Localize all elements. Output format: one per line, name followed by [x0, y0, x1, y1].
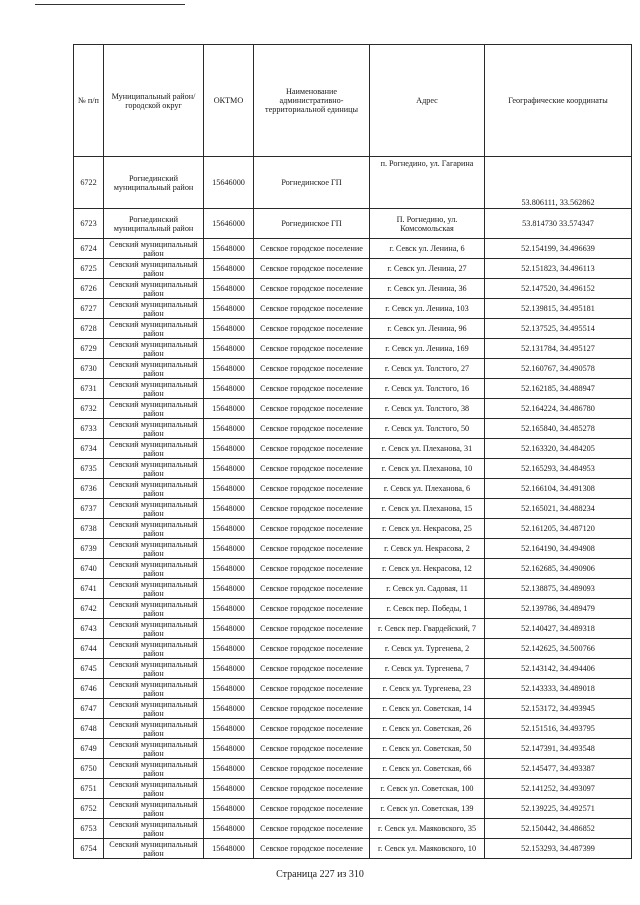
cell-oktmo: 15648000: [204, 819, 254, 839]
cell-address: г. Севск ул. Некрасова, 12: [370, 559, 485, 579]
cell-address: г. Севск ул. Толстого, 16: [370, 379, 485, 399]
table-row: [74, 279, 632, 299]
cell-oktmo: 15648000: [204, 379, 254, 399]
table-row: [74, 619, 632, 639]
cell-oktmo: 15648000: [204, 699, 254, 719]
cell-oktmo: 15648000: [204, 459, 254, 479]
cell-oktmo: 15648000: [204, 839, 254, 859]
cell-unit: Севское городское поселение: [254, 819, 370, 839]
cell-num: 6746: [74, 679, 104, 699]
table-row: [74, 819, 632, 839]
cell-oktmo: 15648000: [204, 799, 254, 819]
cell-num: 6747: [74, 699, 104, 719]
cell-oktmo: 15648000: [204, 679, 254, 699]
table-row: [74, 379, 632, 399]
cell-num: 6740: [74, 559, 104, 579]
cell-district: Севский муниципальный район: [104, 459, 204, 479]
cell-district: Севский муниципальный район: [104, 519, 204, 539]
table-row: [74, 419, 632, 439]
cell-district: Севский муниципальный район: [104, 699, 204, 719]
cell-address: г. Севск ул. Некрасова, 2: [370, 539, 485, 559]
cell-unit: Севское городское поселение: [254, 259, 370, 279]
cell-num: 6733: [74, 419, 104, 439]
cell-num: 6750: [74, 759, 104, 779]
table-row: [74, 499, 632, 519]
table-row: [74, 679, 632, 699]
cell-unit: Севское городское поселение: [254, 239, 370, 259]
table-row: [74, 439, 632, 459]
cell-coords: 52.164190, 34.494908: [485, 539, 632, 559]
cell-oktmo: 15648000: [204, 719, 254, 739]
cell-oktmo: 15648000: [204, 739, 254, 759]
cell-district: Севский муниципальный район: [104, 479, 204, 499]
cell-coords: 52.163320, 34.484205: [485, 439, 632, 459]
cell-oktmo: 15648000: [204, 319, 254, 339]
cell-oktmo: 15648000: [204, 499, 254, 519]
table-row: [74, 739, 632, 759]
cell-district: Севский муниципальный район: [104, 259, 204, 279]
cell-address: г. Севск ул. Советская, 50: [370, 739, 485, 759]
cell-num: 6724: [74, 239, 104, 259]
cell-district: Севский муниципальный район: [104, 559, 204, 579]
cell-district: Севский муниципальный район: [104, 839, 204, 859]
table-row: [74, 299, 632, 319]
table-row: [74, 319, 632, 339]
cell-coords: 52.164224, 34.486780: [485, 399, 632, 419]
cell-num: 6744: [74, 639, 104, 659]
cell-unit: Севское городское поселение: [254, 419, 370, 439]
header-row: [74, 45, 632, 157]
cell-num: 6742: [74, 599, 104, 619]
table-row: [74, 599, 632, 619]
cell-district: Севский муниципальный район: [104, 339, 204, 359]
cell-district: Севский муниципальный район: [104, 679, 204, 699]
table-row: [74, 799, 632, 819]
cell-address: г. Севск ул. Советская, 100: [370, 779, 485, 799]
cell-unit: Севское городское поселение: [254, 299, 370, 319]
cell-oktmo: 15648000: [204, 479, 254, 499]
cell-district: Севский муниципальный район: [104, 419, 204, 439]
cell-unit: Севское городское поселение: [254, 499, 370, 519]
table-row: [74, 759, 632, 779]
table-row: [74, 399, 632, 419]
cell-unit: Севское городское поселение: [254, 719, 370, 739]
cell-oktmo: 15648000: [204, 759, 254, 779]
cell-coords: 52.143333, 34.489018: [485, 679, 632, 699]
cell-oktmo: 15648000: [204, 259, 254, 279]
cell-district: Рогнединский муниципальный район: [104, 209, 204, 239]
cell-oktmo: 15648000: [204, 439, 254, 459]
cell-address: г. Севск ул. Ленина, 103: [370, 299, 485, 319]
cell-num: 6752: [74, 799, 104, 819]
cell-unit: Севское городское поселение: [254, 639, 370, 659]
header-district: Муниципальный район/городской округ: [104, 45, 204, 157]
cell-oktmo: 15648000: [204, 399, 254, 419]
cell-num: 6735: [74, 459, 104, 479]
cell-address: г. Севск ул. Плеханова, 31: [370, 439, 485, 459]
cell-coords: 53.814730 33.574347: [485, 209, 632, 239]
cell-unit: Севское городское поселение: [254, 739, 370, 759]
cell-district: Севский муниципальный район: [104, 319, 204, 339]
cell-num: 6732: [74, 399, 104, 419]
cell-coords: 52.151516, 34.493795: [485, 719, 632, 739]
table-row: [74, 839, 632, 859]
cell-unit: Севское городское поселение: [254, 679, 370, 699]
cell-address: г. Севск ул. Маяковского, 35: [370, 819, 485, 839]
cell-coords: 52.151823, 34.496113: [485, 259, 632, 279]
cell-district: Севский муниципальный район: [104, 759, 204, 779]
cell-address: г. Севск ул. Некрасова, 25: [370, 519, 485, 539]
cell-num: 6725: [74, 259, 104, 279]
cell-unit: Севское городское поселение: [254, 599, 370, 619]
cell-address: г. Севск ул. Ленина, 36: [370, 279, 485, 299]
cell-oktmo: 15648000: [204, 779, 254, 799]
cell-district: Севский муниципальный район: [104, 599, 204, 619]
cell-unit: Севское городское поселение: [254, 359, 370, 379]
table-row: [74, 459, 632, 479]
cell-coords: 52.154199, 34.496639: [485, 239, 632, 259]
cell-coords: 52.160767, 34.490578: [485, 359, 632, 379]
cell-address: г. Севск ул. Тургенева, 7: [370, 659, 485, 679]
cell-coords: 52.139815, 34.495181: [485, 299, 632, 319]
table-row: [74, 779, 632, 799]
cell-district: Севский муниципальный район: [104, 779, 204, 799]
cell-oktmo: 15648000: [204, 359, 254, 379]
cell-oktmo: 15646000: [204, 157, 254, 209]
cell-district: Севский муниципальный район: [104, 819, 204, 839]
cell-num: 6722: [74, 157, 104, 209]
cell-address: П. Рогнедино, ул. Комсомольская: [370, 209, 485, 239]
cell-address: г. Севск ул. Советская, 66: [370, 759, 485, 779]
cell-district: Севский муниципальный район: [104, 399, 204, 419]
cell-district: Севский муниципальный район: [104, 379, 204, 399]
cell-coords: 53.806111, 33.562862: [485, 157, 632, 209]
cell-unit: Севское городское поселение: [254, 559, 370, 579]
cell-unit: Севское городское поселение: [254, 339, 370, 359]
cell-oktmo: 15648000: [204, 559, 254, 579]
cell-district: Севский муниципальный район: [104, 359, 204, 379]
cell-coords: 52.137525, 34.495514: [485, 319, 632, 339]
top-rule: [35, 4, 185, 5]
header-coords: Географические координаты: [485, 45, 632, 157]
cell-oktmo: 15648000: [204, 519, 254, 539]
cell-district: Севский муниципальный район: [104, 239, 204, 259]
cell-num: 6727: [74, 299, 104, 319]
cell-coords: 52.138875, 34.489093: [485, 579, 632, 599]
cell-district: Севский муниципальный район: [104, 299, 204, 319]
cell-address: г. Севск ул. Плеханова, 10: [370, 459, 485, 479]
cell-unit: Севское городское поселение: [254, 399, 370, 419]
cell-unit: Рогнединское ГП: [254, 209, 370, 239]
cell-address: г. Севск ул. Тургенева, 2: [370, 639, 485, 659]
cell-num: 6743: [74, 619, 104, 639]
cell-num: 6749: [74, 739, 104, 759]
cell-oktmo: 15648000: [204, 639, 254, 659]
cell-address: г. Севск ул. Толстого, 38: [370, 399, 485, 419]
cell-address: г. Севск пер. Победы, 1: [370, 599, 485, 619]
cell-address: г. Севск пер. Гвардейский, 7: [370, 619, 485, 639]
cell-num: 6731: [74, 379, 104, 399]
cell-district: Севский муниципальный район: [104, 439, 204, 459]
cell-coords: 52.147520, 34.496152: [485, 279, 632, 299]
cell-coords: 52.165021, 34.488234: [485, 499, 632, 519]
page-footer: Страница 227 из 310: [276, 869, 364, 880]
cell-unit: Севское городское поселение: [254, 839, 370, 859]
address-table: [73, 44, 632, 859]
cell-unit: Севское городское поселение: [254, 799, 370, 819]
cell-unit: Севское городское поселение: [254, 379, 370, 399]
cell-unit: Севское городское поселение: [254, 539, 370, 559]
cell-num: 6741: [74, 579, 104, 599]
cell-coords: 52.165293, 34.484953: [485, 459, 632, 479]
cell-district: Севский муниципальный район: [104, 639, 204, 659]
table-row: [74, 559, 632, 579]
cell-oktmo: 15648000: [204, 239, 254, 259]
cell-address: г. Севск ул. Тургенева, 23: [370, 679, 485, 699]
cell-address: г. Севск ул. Ленина, 6: [370, 239, 485, 259]
cell-oktmo: 15648000: [204, 339, 254, 359]
cell-coords: 52.141252, 34.493097: [485, 779, 632, 799]
cell-unit: Севское городское поселение: [254, 659, 370, 679]
cell-coords: 52.166104, 34.491308: [485, 479, 632, 499]
cell-coords: 52.147391, 34.493548: [485, 739, 632, 759]
cell-unit: Севское городское поселение: [254, 579, 370, 599]
cell-coords: 52.153172, 34.493945: [485, 699, 632, 719]
cell-address: г. Севск ул. Садовая, 11: [370, 579, 485, 599]
cell-num: 6723: [74, 209, 104, 239]
cell-unit: Севское городское поселение: [254, 279, 370, 299]
cell-oktmo: 15648000: [204, 539, 254, 559]
cell-address: г. Севск ул. Ленина, 27: [370, 259, 485, 279]
cell-address: г. Севск ул. Плеханова, 15: [370, 499, 485, 519]
cell-unit: Севское городское поселение: [254, 439, 370, 459]
table-row: [74, 359, 632, 379]
table-row: [74, 579, 632, 599]
cell-district: Рогнединский муниципальный район: [104, 157, 204, 209]
table-row: [74, 719, 632, 739]
cell-coords: 52.150442, 34.486852: [485, 819, 632, 839]
header-unit: Наименование административно-территориальной единицы: [254, 45, 370, 157]
cell-unit: Севское городское поселение: [254, 459, 370, 479]
table-row: [74, 157, 632, 209]
cell-num: 6736: [74, 479, 104, 499]
cell-address: г. Севск ул. Толстого, 27: [370, 359, 485, 379]
cell-unit: Рогнединское ГП: [254, 157, 370, 209]
table-row: [74, 259, 632, 279]
cell-address: г. Севск ул. Советская, 139: [370, 799, 485, 819]
cell-oktmo: 15648000: [204, 279, 254, 299]
table-row: [74, 699, 632, 719]
cell-address: г. Севск ул. Ленина, 96: [370, 319, 485, 339]
cell-coords: 52.140427, 34.489318: [485, 619, 632, 639]
cell-num: 6729: [74, 339, 104, 359]
cell-coords: 52.131784, 34.495127: [485, 339, 632, 359]
header-num: № п/п: [74, 45, 104, 157]
cell-unit: Севское городское поселение: [254, 779, 370, 799]
cell-district: Севский муниципальный район: [104, 799, 204, 819]
cell-num: 6738: [74, 519, 104, 539]
cell-num: 6734: [74, 439, 104, 459]
table-row: [74, 479, 632, 499]
cell-coords: 52.162185, 34.488947: [485, 379, 632, 399]
cell-num: 6751: [74, 779, 104, 799]
table-row: [74, 209, 632, 239]
cell-coords: 52.145477, 34.493387: [485, 759, 632, 779]
table-row: [74, 519, 632, 539]
cell-oktmo: 15648000: [204, 419, 254, 439]
cell-num: 6745: [74, 659, 104, 679]
cell-unit: Севское городское поселение: [254, 759, 370, 779]
cell-num: 6739: [74, 539, 104, 559]
cell-num: 6737: [74, 499, 104, 519]
cell-address: г. Севск ул. Советская, 14: [370, 699, 485, 719]
cell-district: Севский муниципальный район: [104, 719, 204, 739]
cell-coords: 52.139225, 34.492571: [485, 799, 632, 819]
cell-address: г. Севск ул. Ленина, 169: [370, 339, 485, 359]
cell-district: Севский муниципальный район: [104, 579, 204, 599]
cell-coords: 52.143142, 34.494406: [485, 659, 632, 679]
cell-coords: 52.142625, 34.500766: [485, 639, 632, 659]
cell-address: п. Рогнедино, ул. Гагарина: [370, 157, 485, 209]
cell-num: 6748: [74, 719, 104, 739]
cell-district: Севский муниципальный район: [104, 499, 204, 519]
cell-address: г. Севск ул. Маяковского, 10: [370, 839, 485, 859]
cell-coords: 52.165840, 34.485278: [485, 419, 632, 439]
table-row: [74, 239, 632, 259]
cell-district: Севский муниципальный район: [104, 659, 204, 679]
cell-num: 6728: [74, 319, 104, 339]
cell-oktmo: 15648000: [204, 299, 254, 319]
cell-coords: 52.153293, 34.487399: [485, 839, 632, 859]
cell-coords: 52.162685, 34.490906: [485, 559, 632, 579]
cell-num: 6726: [74, 279, 104, 299]
table-row: [74, 659, 632, 679]
cell-oktmo: 15648000: [204, 619, 254, 639]
cell-unit: Севское городское поселение: [254, 319, 370, 339]
cell-unit: Севское городское поселение: [254, 519, 370, 539]
cell-address: г. Севск ул. Советская, 26: [370, 719, 485, 739]
cell-district: Севский муниципальный район: [104, 539, 204, 559]
cell-num: 6730: [74, 359, 104, 379]
cell-num: 6753: [74, 819, 104, 839]
cell-num: 6754: [74, 839, 104, 859]
cell-address: г. Севск ул. Толстого, 50: [370, 419, 485, 439]
table-row: [74, 539, 632, 559]
cell-coords: 52.139786, 34.489479: [485, 599, 632, 619]
header-oktmo: ОКТМО: [204, 45, 254, 157]
header-address: Адрес: [370, 45, 485, 157]
cell-district: Севский муниципальный район: [104, 279, 204, 299]
cell-district: Севский муниципальный район: [104, 619, 204, 639]
cell-coords: 52.161205, 34.487120: [485, 519, 632, 539]
cell-district: Севский муниципальный район: [104, 739, 204, 759]
cell-address: г. Севск ул. Плеханова, 6: [370, 479, 485, 499]
table-row: [74, 339, 632, 359]
cell-unit: Севское городское поселение: [254, 479, 370, 499]
cell-oktmo: 15646000: [204, 209, 254, 239]
cell-oktmo: 15648000: [204, 599, 254, 619]
table-row: [74, 639, 632, 659]
cell-unit: Севское городское поселение: [254, 619, 370, 639]
cell-unit: Севское городское поселение: [254, 699, 370, 719]
cell-oktmo: 15648000: [204, 579, 254, 599]
cell-oktmo: 15648000: [204, 659, 254, 679]
